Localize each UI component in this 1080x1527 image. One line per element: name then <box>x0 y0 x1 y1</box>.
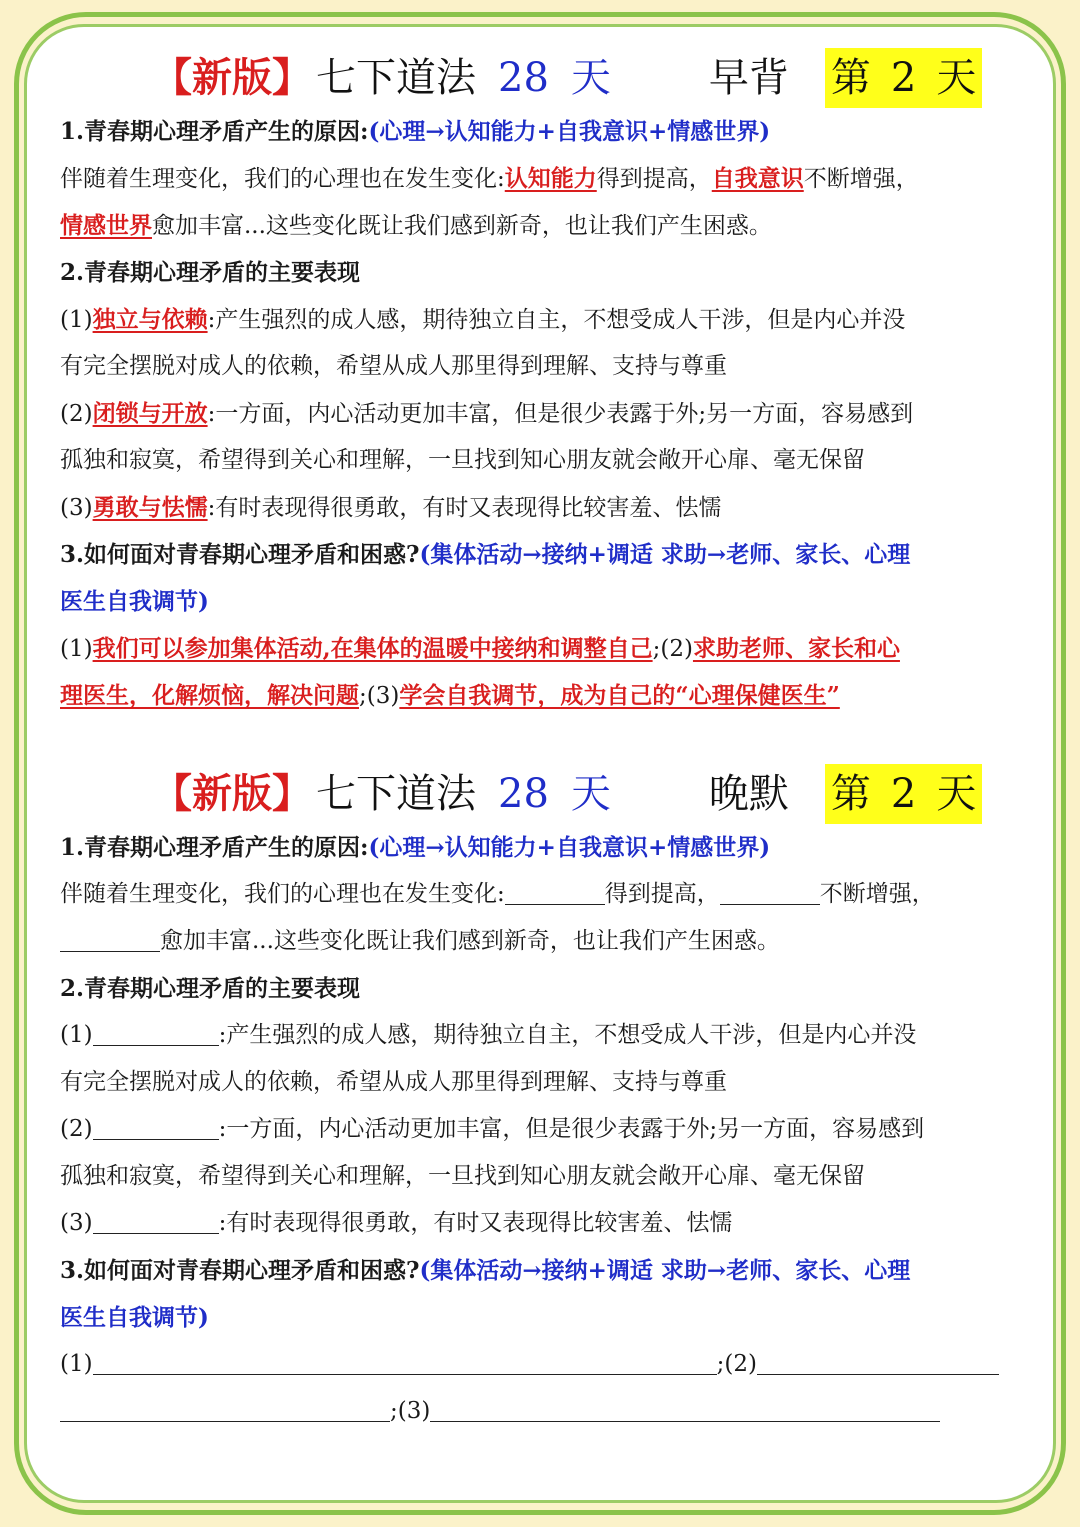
item-1-cont: 有完全摆脱对成人的依赖，希望从成人那里得到理解、支持与尊重 <box>60 353 727 379</box>
text: :有时表现得很勇敢，有时又表现得比较害羞、怯懦 <box>218 1210 733 1236</box>
section-title <box>60 48 1030 108</box>
title-course: 七下道法 <box>316 771 476 817</box>
question-1-hint: (心理→认知能力+自我意识+情感世界) <box>368 118 771 145</box>
keyword: 勇敢与怯懦 <box>92 494 208 521</box>
title-course: 七下道法 <box>316 55 476 101</box>
item-index: (1) <box>60 1022 93 1048</box>
fill-blank[interactable] <box>430 1395 940 1422</box>
answer-line <box>60 625 1030 672</box>
section-title <box>60 764 1030 824</box>
question-1-text: 1.青春期心理矛盾产生的原因: <box>60 118 369 145</box>
text: 愈加丰富...这些变化既让我们感到新奇，也让我们产生困惑。 <box>152 213 772 239</box>
paragraph-line <box>60 155 1030 202</box>
item-index: (3) <box>60 495 93 521</box>
item-1 <box>60 1012 1030 1059</box>
answer-line <box>60 1388 1030 1435</box>
question-3-hint-cont: 医生自我调节) <box>60 1304 209 1331</box>
item-3 <box>60 1200 1030 1247</box>
day-prefix: 第 <box>830 55 871 101</box>
question-3-text: 3.如何面对青春期心理矛盾和困惑? <box>60 1257 420 1284</box>
paragraph-line <box>60 918 1030 965</box>
text: 伴随着生理变化，我们的心理也在发生变化: <box>60 881 505 907</box>
day-suffix: 天 <box>936 55 977 101</box>
text: 得到提高， <box>604 881 720 907</box>
question-1 <box>60 108 1030 155</box>
text: :一方面，内心活动更加丰富，但是很少表露于外;另一方面，容易感到 <box>218 1116 925 1142</box>
day-badge <box>825 48 982 108</box>
text: :产生强烈的成人感，期待独立自主，不想受成人干涉，但是内心并没 <box>207 307 906 333</box>
item-index: (2) <box>60 1116 93 1142</box>
answer-3: 学会自我调节，成为自己的“心理保健医生” <box>399 682 840 709</box>
title-number: 28 <box>498 55 549 101</box>
title-mode: 早背 <box>708 55 789 101</box>
title-unit: 天 <box>570 55 611 101</box>
title-mode: 晚默 <box>708 771 789 817</box>
day-suffix: 天 <box>936 771 977 817</box>
fill-blank[interactable] <box>93 1113 219 1140</box>
text: :有时表现得很勇敢，有时又表现得比较害羞、怯懦 <box>207 495 722 521</box>
item-index: (1) <box>60 636 93 662</box>
separator: ;(3) <box>390 1398 431 1424</box>
fill-blank[interactable] <box>93 1207 219 1234</box>
separator: ;(3) <box>359 683 400 709</box>
day-prefix: 第 <box>830 771 871 817</box>
question-2: 2.青春期心理矛盾的主要表现 <box>60 259 361 286</box>
keyword: 认知能力 <box>504 165 597 192</box>
keyword: 独立与依赖 <box>92 306 208 333</box>
paragraph-line <box>60 871 1030 918</box>
question-3-hint: (集体活动→接纳+调适 求助→老师、家长、心理 <box>419 541 911 568</box>
question-3 <box>60 531 1030 578</box>
text: :一方面，内心活动更加丰富，但是很少表露于外;另一方面，容易感到 <box>207 401 914 427</box>
separator: ;(2) <box>652 636 693 662</box>
question-1 <box>60 824 1030 871</box>
answer-2: 求助老师、家长和心 <box>692 635 900 662</box>
fill-blank[interactable] <box>60 1395 390 1422</box>
item-index: (1) <box>60 1351 93 1377</box>
fill-blank[interactable] <box>720 878 820 905</box>
section-evening-dictation <box>60 764 1030 1435</box>
text: 不断增强， <box>803 166 919 192</box>
separator: ;(2) <box>716 1351 757 1377</box>
text: :产生强烈的成人感，期待独立自主，不想受成人干涉，但是内心并没 <box>218 1022 917 1048</box>
answer-1: 我们可以参加集体活动,在集体的温暖中接纳和调整自己 <box>92 635 653 662</box>
item-2 <box>60 1106 1030 1153</box>
text: 不断增强， <box>819 881 935 907</box>
item-2 <box>60 390 1030 437</box>
fill-blank[interactable] <box>757 1348 999 1375</box>
item-2-cont: 孤独和寂寞，希望得到关心和理解，一旦找到知心朋友就会敞开心扉、毫无保留 <box>60 447 865 473</box>
item-1-cont: 有完全摆脱对成人的依赖，希望从成人那里得到理解、支持与尊重 <box>60 1069 727 1095</box>
day-number: 2 <box>890 55 917 101</box>
text: 得到提高， <box>596 166 712 192</box>
paragraph-line <box>60 202 1030 249</box>
title-number: 28 <box>498 771 549 817</box>
title-bracket: 【新版】 <box>152 770 312 817</box>
text: 愈加丰富...这些变化既让我们感到新奇，也让我们产生困惑。 <box>160 928 780 954</box>
answer-2-cont: 理医生，化解烦恼，解决问题 <box>60 682 359 709</box>
question-1-text: 1.青春期心理矛盾产生的原因: <box>60 834 369 861</box>
fill-blank[interactable] <box>93 1019 219 1046</box>
fill-blank[interactable] <box>505 878 605 905</box>
section-morning-recite <box>60 48 1030 719</box>
title-unit: 天 <box>570 771 611 817</box>
title-bracket: 【新版】 <box>152 54 312 101</box>
day-badge <box>825 764 982 824</box>
question-1-hint: (心理→认知能力+自我意识+情感世界) <box>368 834 771 861</box>
item-index: (1) <box>60 307 93 333</box>
question-3 <box>60 1247 1030 1294</box>
item-index: (3) <box>60 1210 93 1236</box>
question-3-hint: (集体活动→接纳+调适 求助→老师、家长、心理 <box>419 1257 911 1284</box>
item-index: (2) <box>60 401 93 427</box>
item-2-cont: 孤独和寂寞，希望得到关心和理解，一旦找到知心朋友就会敞开心扉、毫无保留 <box>60 1163 865 1189</box>
answer-line <box>60 1341 1030 1388</box>
keyword: 自我意识 <box>711 165 804 192</box>
keyword: 情感世界 <box>60 212 152 239</box>
fill-blank[interactable] <box>93 1348 717 1375</box>
item-1 <box>60 296 1030 343</box>
question-3-hint-cont: 医生自我调节) <box>60 588 209 615</box>
answer-line <box>60 672 1030 719</box>
day-number: 2 <box>890 771 917 817</box>
fill-blank[interactable] <box>60 925 160 952</box>
text: 伴随着生理变化，我们的心理也在发生变化: <box>60 166 505 192</box>
question-3-text: 3.如何面对青春期心理矛盾和困惑? <box>60 541 420 568</box>
question-2: 2.青春期心理矛盾的主要表现 <box>60 975 361 1002</box>
keyword: 闭锁与开放 <box>92 400 208 427</box>
item-3 <box>60 484 1030 531</box>
